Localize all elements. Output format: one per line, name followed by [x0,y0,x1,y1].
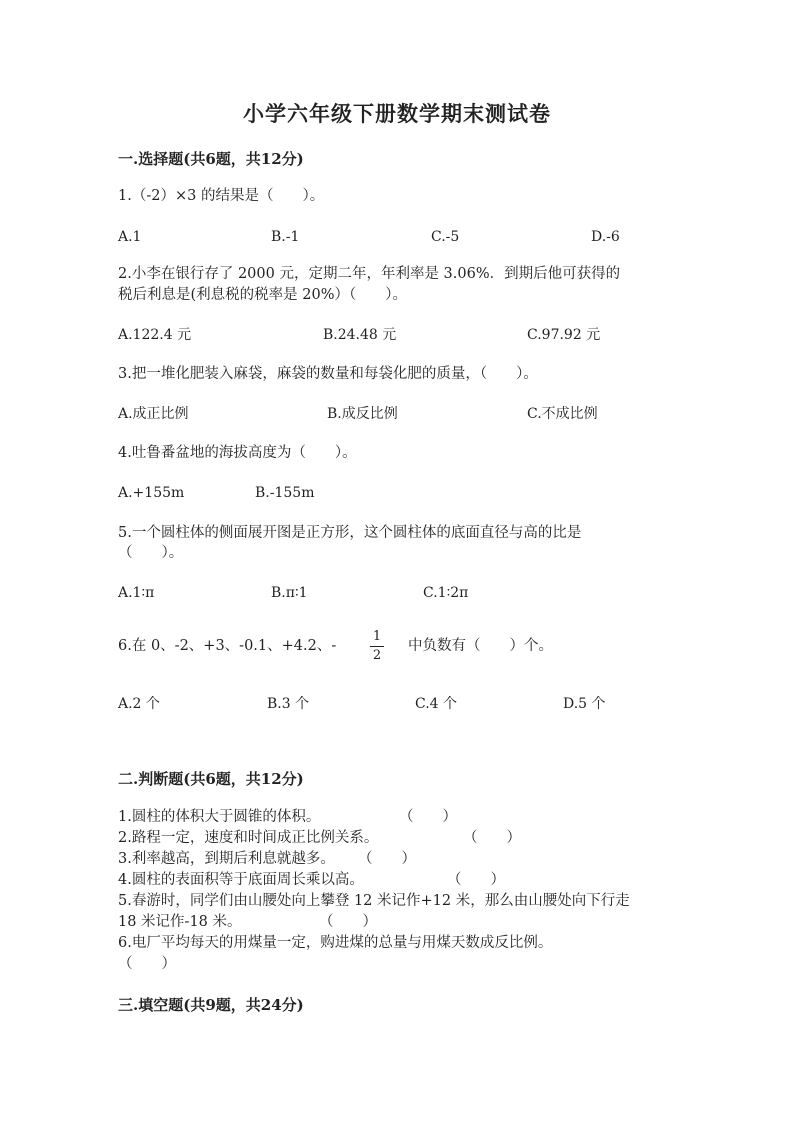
question-5-option-c: C.1∶2π [423,585,469,601]
question-3-stem: 3.把一堆化肥装入麻袋，麻袋的数量和每袋化肥的质量，（ ）。 [118,366,538,382]
judgment-item-3-blank: （ ） [358,851,416,867]
question-3-option-c: C.不成比例 [527,406,598,422]
question-2-option-a: A.122.4 元 [118,327,192,343]
judgment-item-1-text: 1.圆柱的体积大于圆锥的体积。 [118,809,321,825]
judgment-item-5-blank: （ ） [319,914,377,930]
judgment-item-6-blank: （ ） [118,956,176,972]
judgment-item-2-text: 2.路程一定，速度和时间成正比例关系。 [118,830,379,846]
fraction-numerator: 1 [372,629,382,644]
question-4-option-a: A.+155m [118,485,185,501]
judgment-item-3-text: 3.利率越高，到期后利息就越多。 [118,851,335,867]
question-1-stem: 1.（-2）×3 的结果是（ ）。 [118,188,325,204]
question-2-stem-line-2: 税后利息是(利息税的税率是 20%）（ ）。 [118,287,407,303]
question-1-option-b: B.-1 [271,229,300,245]
fraction-denominator: 2 [372,648,382,663]
question-6-option-b: B.3 个 [267,696,310,712]
judgment-item-2-blank: （ ） [463,830,521,846]
question-6-option-d: D.5 个 [563,696,606,712]
question-5-stem-line-2: （ ）。 [118,545,184,561]
question-5-option-a: A.1∶π [118,585,155,601]
question-5-option-b: B.π∶1 [271,585,308,601]
question-1-option-c: C.-5 [431,229,460,245]
judgment-item-6-text: 6.电厂平均每天的用煤量一定，购进煤的总量与用煤天数成反比例。 [118,935,553,951]
question-3-option-b: B.成反比例 [327,406,398,422]
question-6-stem-after: 中负数有（ ）个。 [408,638,553,654]
judgment-item-1-blank: （ ） [399,809,457,825]
judgment-item-4-text: 4.圆柱的表面积等于底面周长乘以高。 [118,872,364,888]
question-2-option-b: B.24.48 元 [323,327,397,343]
question-1-option-a: A.1 [118,229,142,245]
fraction-bar [370,646,384,647]
judgment-item-5-text-line-2: 18 米记作-18 米。 [118,914,242,930]
judgment-item-5-text-line-1: 5.春游时，同学们由山腰处向上攀登 12 米记作+12 米，那么由山腰处向下行走 [118,893,630,909]
question-6-stem-before: 6.在 0、-2、+3、-0.1、+4.2、- [118,638,337,654]
judgment-item-4-blank: （ ） [447,872,505,888]
question-1-option-d: D.-6 [591,229,620,245]
page-title: 小学六年级下册数学期末测试卷 [243,101,551,126]
question-3-option-a: A.成正比例 [118,406,189,422]
section-heading-fill-in: 三.填空题(共9题，共24分) [118,996,304,1014]
question-2-option-c: C.97.92 元 [527,327,601,343]
section-heading-true-false: 二.判断题(共6题，共12分) [118,770,304,788]
question-4-option-b: B.-155m [255,485,315,501]
question-4-stem: 4.吐鲁番盆地的海拔高度为（ ）。 [118,445,357,461]
question-6-option-a: A.2 个 [118,696,160,712]
question-2-stem-line-1: 2.小李在银行存了 2000 元，定期二年，年利率是 3.06%．到期后他可获得的 [118,266,621,282]
question-5-stem-line-1: 5.一个圆柱体的侧面展开图是正方形，这个圆柱体的底面直径与高的比是 [118,525,582,541]
question-6-option-c: C.4 个 [415,696,458,712]
fraction-one-half [370,629,384,664]
section-heading-multiple-choice: 一.选择题(共6题，共12分) [118,150,304,168]
